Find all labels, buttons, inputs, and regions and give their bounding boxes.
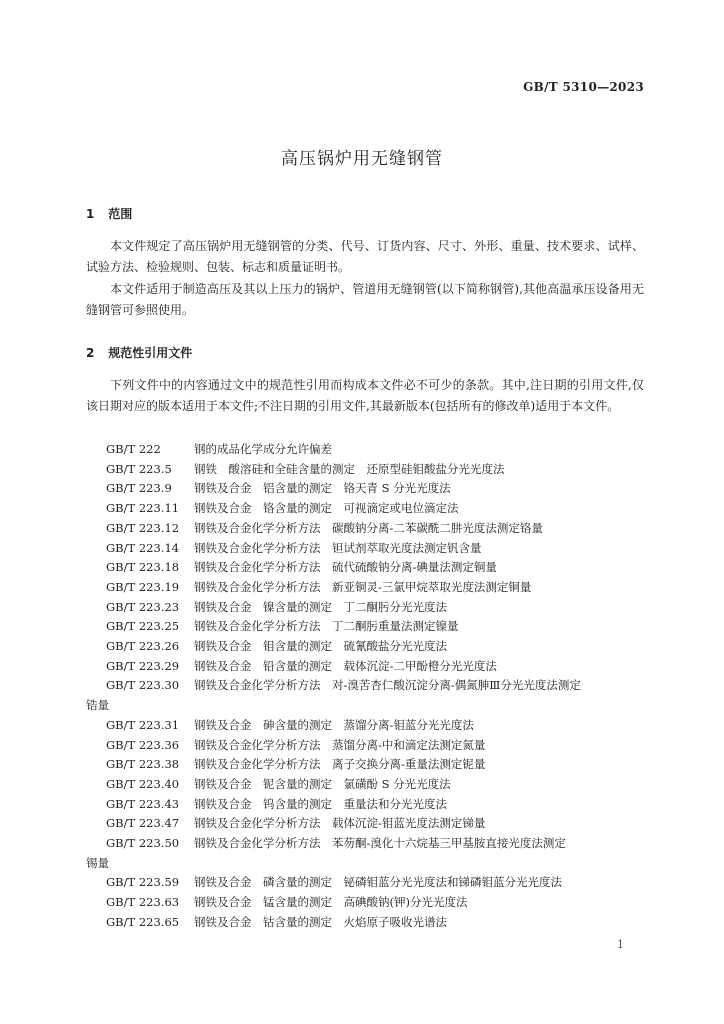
reference-title: 钢铁及合金 铌含量的测定 氯磺酚 S 分光光度法 bbox=[194, 776, 451, 791]
scope-paragraph-1: 本文件规定了高压锅炉用无缝钢管的分类、代号、订货内容、尺寸、外形、重量、技术要求、试样、试验方法、检验规则、包装、标志和质量证明书。 bbox=[86, 239, 644, 274]
reference-item bbox=[86, 499, 646, 519]
reference-title: 钢铁及合金化学分析方法 苯芴酮-溴化十六烷基三甲基胺直接光度法测定 bbox=[194, 836, 566, 851]
reference-code: GB/T 222 bbox=[106, 442, 161, 456]
reference-code: GB/T 223.40 bbox=[106, 776, 180, 791]
reference-title: 钢铁及合金化学分析方法 对-溴苦杏仁酸沉淀分离-偶氮胂Ⅲ分光光度法测定 bbox=[194, 678, 581, 693]
reference-title: 钢铁 酸溶硅和全硅含量的测定 还原型硅钼酸盐分光光度法 bbox=[194, 461, 505, 476]
reference-code: GB/T 223.63 bbox=[106, 895, 180, 910]
reference-item bbox=[86, 716, 646, 736]
reference-item bbox=[86, 755, 646, 775]
reference-item bbox=[86, 558, 646, 578]
section-number: 1 bbox=[86, 207, 95, 221]
standard-code: GB/T 5310—2023 bbox=[523, 80, 644, 94]
reference-code: GB/T 223.36 bbox=[106, 737, 180, 752]
reference-code: GB/T 223.23 bbox=[106, 599, 180, 614]
reference-title: 钢的成品化学成分允许偏差 bbox=[194, 442, 332, 456]
reference-title: 钢铁及合金 磷含量的测定 铋磷钼蓝分光光度法和锑磷钼蓝分光光度法 bbox=[194, 875, 562, 890]
section-number: 2 bbox=[86, 346, 95, 360]
section-title: 规范性引用文件 bbox=[108, 346, 193, 360]
reference-item bbox=[86, 676, 646, 715]
page-number: 1 bbox=[617, 938, 624, 951]
reference-item bbox=[86, 873, 646, 893]
reference-code: GB/T 223.26 bbox=[106, 639, 180, 654]
reference-code: GB/T 223.29 bbox=[106, 658, 180, 673]
reference-title: 钢铁及合金 铝含量的测定 铬天青 S 分光光度法 bbox=[194, 481, 451, 496]
reference-code: GB/T 223.38 bbox=[106, 757, 180, 772]
reference-item bbox=[86, 795, 646, 815]
reference-code: GB/T 223.25 bbox=[106, 619, 180, 634]
reference-title: 钢铁及合金 锰含量的测定 高碘酸钠(钾)分光光度法 bbox=[194, 895, 468, 910]
section-title: 范围 bbox=[108, 207, 133, 221]
reference-list bbox=[86, 440, 646, 933]
reference-title: 钢铁及合金 钨含量的测定 重量法和分光光度法 bbox=[194, 796, 447, 811]
reference-code: GB/T 223.50 bbox=[106, 836, 180, 851]
reference-title: 钢铁及合金化学分析方法 丁二酮肟重量法测定镍量 bbox=[194, 619, 459, 634]
reference-item bbox=[86, 913, 646, 933]
reference-title: 钢铁及合金 砷含量的测定 蒸馏分离-钼蓝分光光度法 bbox=[194, 717, 474, 732]
reference-item bbox=[86, 479, 646, 499]
references-intro-paragraph: 下列文件中的内容通过文中的规范性引用而构成本文件必不可少的条款。其中,注日期的引用文件,仅该日期对应的版本适用于本文件;不注日期的引用文件,其最新版本(包括所有的修改单)适用于本文件。 bbox=[86, 378, 644, 413]
reference-code: GB/T 223.31 bbox=[106, 717, 180, 732]
reference-title: 钢铁及合金化学分析方法 硫代硫酸钠分离-碘量法测定铜量 bbox=[194, 560, 497, 575]
reference-item bbox=[86, 539, 646, 559]
reference-item bbox=[86, 617, 646, 637]
reference-title-continuation: 锡量 bbox=[86, 855, 109, 870]
reference-title: 钢铁及合金化学分析方法 碳酸钠分离-二苯碳酰二肼光度法测定铬量 bbox=[194, 520, 543, 535]
reference-item bbox=[86, 893, 646, 913]
reference-item bbox=[86, 460, 646, 480]
reference-title: 钢铁及合金 铅含量的测定 载体沉淀-二甲酚橙分光光度法 bbox=[194, 658, 497, 673]
reference-title: 钢铁及合金 钴含量的测定 火焰原子吸收光谱法 bbox=[194, 914, 447, 929]
section-heading-scope bbox=[86, 205, 132, 222]
reference-title: 钢铁及合金化学分析方法 载体沉淀-钼蓝光度法测定锑量 bbox=[194, 816, 486, 831]
reference-code: GB/T 223.14 bbox=[106, 540, 180, 555]
reference-code: GB/T 223.11 bbox=[106, 501, 180, 516]
reference-item bbox=[86, 775, 646, 795]
reference-title: 钢铁及合金 钼含量的测定 硫氰酸盐分光光度法 bbox=[194, 639, 447, 654]
reference-item bbox=[86, 519, 646, 539]
reference-code: GB/T 223.30 bbox=[106, 678, 180, 693]
reference-title: 钢铁及合金化学分析方法 离子交换分离-重量法测定铌量 bbox=[194, 757, 486, 772]
reference-title-continuation: 锆量 bbox=[86, 698, 109, 713]
reference-code: GB/T 223.43 bbox=[106, 796, 180, 811]
reference-code: GB/T 223.18 bbox=[106, 560, 180, 575]
reference-code: GB/T 223.12 bbox=[106, 520, 180, 535]
scope-paragraph-2: 本文件适用于制造高压及其以上压力的锅炉、管道用无缝钢管(以下简称钢管),其他高温承压设备用无缝钢管可参照使用。 bbox=[86, 282, 644, 317]
reference-item bbox=[86, 637, 646, 657]
document-title: 高压锅炉用无缝钢管 bbox=[281, 149, 443, 169]
reference-code: GB/T 223.5 bbox=[106, 461, 172, 476]
reference-item bbox=[86, 657, 646, 677]
reference-title: 钢铁及合金化学分析方法 钽试剂萃取光度法测定钒含量 bbox=[194, 540, 482, 555]
reference-title: 钢铁及合金化学分析方法 蒸馏分离-中和滴定法测定氮量 bbox=[194, 737, 486, 752]
reference-code: GB/T 223.65 bbox=[106, 914, 180, 929]
reference-title: 钢铁及合金 铬含量的测定 可视滴定或电位滴定法 bbox=[194, 501, 459, 516]
reference-title: 钢铁及合金 镍含量的测定 丁二酮肟分光光度法 bbox=[194, 599, 447, 614]
reference-item bbox=[86, 440, 646, 460]
reference-item bbox=[86, 736, 646, 756]
reference-code: GB/T 223.19 bbox=[106, 579, 180, 594]
reference-title: 钢铁及合金化学分析方法 新亚铜灵-三氯甲烷萃取光度法测定铜量 bbox=[194, 579, 532, 594]
reference-code: GB/T 223.9 bbox=[106, 481, 172, 496]
reference-item bbox=[86, 598, 646, 618]
reference-code: GB/T 223.59 bbox=[106, 875, 180, 890]
reference-item bbox=[86, 834, 646, 873]
reference-item bbox=[86, 814, 646, 834]
reference-item bbox=[86, 578, 646, 598]
section-heading-normative-references bbox=[86, 344, 192, 361]
reference-code: GB/T 223.47 bbox=[106, 816, 180, 831]
